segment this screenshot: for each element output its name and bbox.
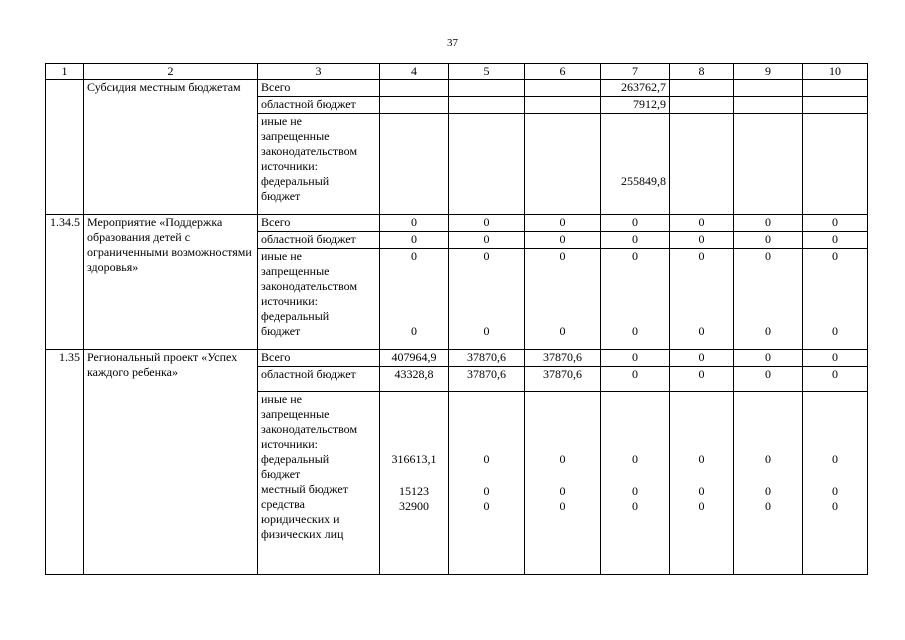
source-line: иные не xyxy=(261,249,302,263)
source-cell: Всего xyxy=(258,215,380,232)
source-line: средства xyxy=(261,497,306,511)
value-cell: 37870,6 xyxy=(449,350,525,367)
value-text: 0 xyxy=(698,484,705,498)
value-text: 0 xyxy=(483,324,490,338)
column-header: 9 xyxy=(734,64,803,80)
source-cell: областной бюджет xyxy=(258,97,380,114)
value-text: 0 xyxy=(483,249,490,263)
source-line: бюджет xyxy=(261,324,301,338)
value-cell xyxy=(734,392,803,575)
value-text: 0 xyxy=(632,324,638,338)
value-text: 0 xyxy=(832,324,838,338)
source-line: бюджет xyxy=(261,467,301,481)
value-text: 0 xyxy=(483,484,490,498)
source-line: законодательством xyxy=(261,279,358,293)
value-cell: 0 xyxy=(670,350,734,367)
value-cell xyxy=(380,114,449,215)
table-row xyxy=(46,80,868,97)
value-cell xyxy=(601,114,670,215)
value-cell: 0 xyxy=(734,367,803,392)
source-line: источники: xyxy=(261,437,318,451)
value-cell: 7912,9 xyxy=(601,97,670,114)
value-cell: 43328,8 xyxy=(380,367,449,392)
table-row xyxy=(46,350,868,367)
source-line: федеральный xyxy=(261,452,330,466)
value-cell xyxy=(670,80,734,97)
value-cell: 0 xyxy=(670,215,734,232)
value-cell: 37870,6 xyxy=(525,350,601,367)
value-cell: 0 xyxy=(601,215,670,232)
source-line: юридических и xyxy=(261,512,340,526)
item-code: 1.35 xyxy=(46,350,84,575)
value-text: 0 xyxy=(411,249,417,263)
value-cell: 0 xyxy=(449,232,525,249)
value-cell: 0 xyxy=(525,215,601,232)
value-cell xyxy=(525,114,601,215)
item-code: 1.34.5 xyxy=(46,215,84,350)
value-cell: 0 xyxy=(803,232,868,249)
value-cell xyxy=(601,249,670,350)
table-row xyxy=(46,215,868,232)
value-cell: 0 xyxy=(734,215,803,232)
value-text: 0 xyxy=(832,499,838,513)
value-cell: 0 xyxy=(670,232,734,249)
value-text: 0 xyxy=(765,484,771,498)
value-text: 0 xyxy=(632,499,638,513)
value-cell xyxy=(670,114,734,215)
value-cell xyxy=(803,80,868,97)
value-cell: 0 xyxy=(734,232,803,249)
value-cell xyxy=(803,249,868,350)
value-text: 316613,1 xyxy=(391,452,437,466)
value-text: 0 xyxy=(559,249,566,263)
value-text: 0 xyxy=(765,249,771,263)
value-cell xyxy=(670,97,734,114)
value-cell xyxy=(601,392,670,575)
value-cell: 0 xyxy=(734,350,803,367)
value-text: 0 xyxy=(765,324,771,338)
value-text: 0 xyxy=(483,499,490,513)
column-header: 4 xyxy=(380,64,449,80)
source-line: источники: xyxy=(261,159,318,173)
value-text: 255849,8 xyxy=(621,174,666,188)
value-text: 0 xyxy=(832,484,838,498)
value-text: 0 xyxy=(632,484,638,498)
value-text: 0 xyxy=(698,324,705,338)
source-line: законодательством xyxy=(261,422,358,436)
value-cell: 0 xyxy=(803,350,868,367)
value-cell xyxy=(525,97,601,114)
value-text: 0 xyxy=(559,452,566,466)
value-text: 0 xyxy=(698,452,705,466)
source-line: иные не xyxy=(261,392,302,406)
value-text: 0 xyxy=(765,452,771,466)
value-cell xyxy=(734,80,803,97)
value-cell: 0 xyxy=(601,350,670,367)
source-line: законодательством xyxy=(261,144,358,158)
item-name: Субсидия местным бюджетам xyxy=(84,80,258,215)
value-cell xyxy=(734,97,803,114)
source-cell: областной бюджет xyxy=(258,232,380,249)
value-cell: 0 xyxy=(670,367,734,392)
value-text: 0 xyxy=(832,249,838,263)
value-cell xyxy=(380,249,449,350)
column-header: 1 xyxy=(46,64,84,80)
value-cell xyxy=(380,80,449,97)
value-cell xyxy=(449,392,525,575)
value-text: 15123 xyxy=(399,484,429,498)
value-text: 0 xyxy=(559,484,566,498)
value-cell xyxy=(670,392,734,575)
value-cell: 0 xyxy=(601,232,670,249)
source-cell: Всего xyxy=(258,350,380,367)
value-cell xyxy=(803,114,868,215)
column-header: 6 xyxy=(525,64,601,80)
value-cell: 37870,6 xyxy=(525,367,601,392)
value-cell xyxy=(670,249,734,350)
value-cell xyxy=(734,249,803,350)
column-header: 7 xyxy=(601,64,670,80)
value-text: 0 xyxy=(698,249,705,263)
value-text: 0 xyxy=(483,452,490,466)
source-line: бюджет xyxy=(261,189,301,203)
column-header: 2 xyxy=(84,64,258,80)
value-cell: 0 xyxy=(803,367,868,392)
value-text: 0 xyxy=(698,499,705,513)
column-number-row xyxy=(46,64,868,80)
source-line: источники: xyxy=(261,294,318,308)
item-code xyxy=(46,80,84,215)
value-cell xyxy=(449,80,525,97)
value-text: 0 xyxy=(832,452,838,466)
source-line: запрещенные xyxy=(261,129,330,143)
item-name: Региональный проект «Успех каждого ребенка» xyxy=(84,350,258,575)
value-text: 0 xyxy=(632,452,638,466)
value-cell: 0 xyxy=(525,232,601,249)
value-cell: 0 xyxy=(601,367,670,392)
value-cell xyxy=(525,80,601,97)
source-line: федеральный xyxy=(261,174,330,188)
source-line: иные не xyxy=(261,114,302,128)
column-header: 3 xyxy=(258,64,380,80)
value-cell: 37870,6 xyxy=(449,367,525,392)
value-cell: 0 xyxy=(380,232,449,249)
value-cell: 0 xyxy=(803,215,868,232)
value-cell: 0 xyxy=(380,215,449,232)
value-text: 0 xyxy=(765,499,771,513)
source-cell xyxy=(258,392,380,575)
value-cell xyxy=(449,97,525,114)
source-cell: областной бюджет xyxy=(258,367,380,392)
value-cell: 263762,7 xyxy=(601,80,670,97)
column-header: 5 xyxy=(449,64,525,80)
source-line: запрещенные xyxy=(261,264,330,278)
value-cell: 407964,9 xyxy=(380,350,449,367)
value-text: 0 xyxy=(632,249,638,263)
source-cell: Всего xyxy=(258,80,380,97)
budget-table xyxy=(45,63,868,575)
value-cell xyxy=(734,114,803,215)
value-cell xyxy=(803,97,868,114)
column-header: 10 xyxy=(803,64,868,80)
value-cell xyxy=(380,392,449,575)
item-name: Мероприятие «Поддержка образования детей с ограниченными возможностями здоровья» xyxy=(84,215,258,350)
value-text: 32900 xyxy=(399,499,429,513)
page-number: 37 xyxy=(447,37,458,49)
value-cell xyxy=(449,249,525,350)
source-cell xyxy=(258,114,380,215)
value-text: 0 xyxy=(411,324,417,338)
value-cell xyxy=(449,114,525,215)
value-cell xyxy=(525,249,601,350)
value-cell: 0 xyxy=(449,215,525,232)
source-line: местный бюджет xyxy=(261,482,348,496)
value-text: 0 xyxy=(559,499,566,513)
value-cell xyxy=(380,97,449,114)
source-line: физических лиц xyxy=(261,527,344,541)
column-header: 8 xyxy=(670,64,734,80)
source-line: федеральный xyxy=(261,309,330,323)
value-cell xyxy=(525,392,601,575)
value-text: 0 xyxy=(559,324,566,338)
source-line: запрещенные xyxy=(261,407,330,421)
value-cell xyxy=(803,392,868,575)
source-cell xyxy=(258,249,380,350)
